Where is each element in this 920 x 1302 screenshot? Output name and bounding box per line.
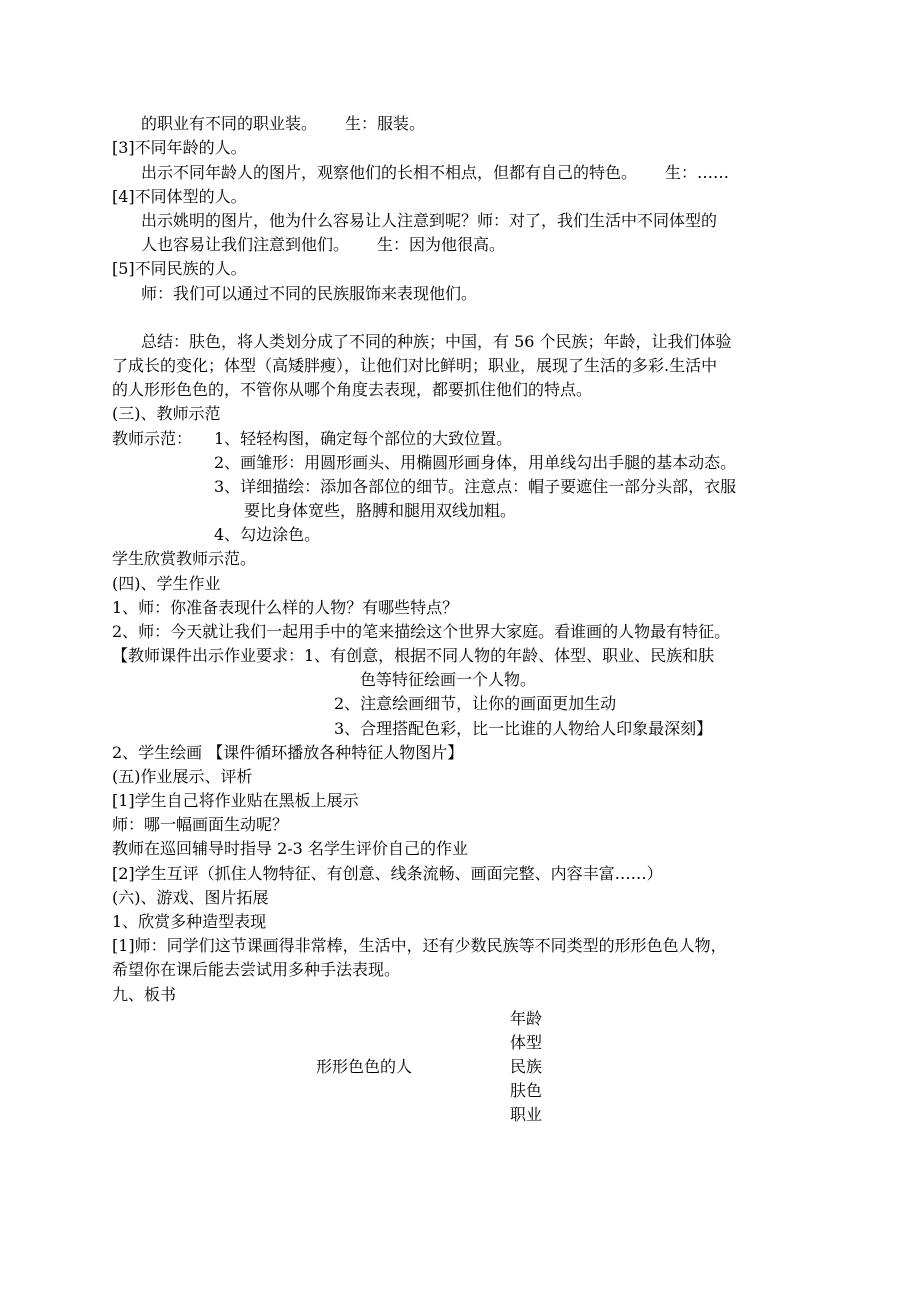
step-line: 4、勾边涂色。 bbox=[214, 525, 321, 544]
step-line: 1、轻轻构图，确定每个部位的大致位置。 bbox=[214, 429, 513, 448]
text-line: 3、合理搭配色彩，比一比谁的人物给人印象最深刻】 bbox=[334, 719, 713, 738]
board-item: 体型 bbox=[510, 1033, 543, 1052]
summary-line: 总结：肤色，将人类划分成了不同的种族；中国，有 56 个民族；年龄，让我们体验 bbox=[141, 332, 732, 351]
summary-line: 的人形形色色的，不管你从哪个角度去表现，都要抓住他们的特点。 bbox=[112, 380, 593, 399]
section-heading: (六)、游戏、图片拓展 bbox=[112, 888, 269, 907]
board-item: 职业 bbox=[510, 1105, 543, 1124]
text-line: 出示不同年龄人的图片，观察他们的长相不相点，但都有自己的特色。 生：…… bbox=[141, 163, 730, 182]
section-heading: (三)、教师示范 bbox=[112, 404, 221, 423]
text-line: [1]师：同学们这节课画得非常棒，生活中，还有少数民族等不同类型的形形色色人物， bbox=[112, 936, 727, 955]
text-line: 的职业有不同的职业装。 生：服装。 bbox=[141, 114, 426, 133]
text-line: 【教师课件出示作业要求：1、有创意，根据不同人物的年龄、体型、职业、民族和肤 bbox=[112, 646, 715, 665]
step-line: 3、详细描绘：添加各部位的细节。注意点：帽子要遮住一部分头部，衣服 bbox=[214, 477, 737, 496]
text-line: 2、师：今天就让我们一起用手中的笔来描绘这个世界大家庭。看谁画的人物最有特征。 bbox=[112, 622, 731, 641]
board-item: 民族 bbox=[510, 1057, 543, 1076]
summary-line: 了成长的变化；体型（高矮胖瘦），让他们对比鲜明；职业，展现了生活的多彩.生活中 bbox=[112, 356, 718, 375]
text-line: [2]学生互评（抓住人物特征、有创意、线条流畅、画面完整、内容丰富……） bbox=[112, 864, 663, 883]
step-line: 要比身体宽些，胳膊和腿用双线加粗。 bbox=[244, 501, 517, 520]
section-heading: [3]不同年龄的人。 bbox=[112, 138, 247, 157]
section-heading: 九、板书 bbox=[112, 985, 177, 1004]
section-heading: [4]不同体型的人。 bbox=[112, 187, 247, 206]
text-line: 希望你在课后能去尝试用多种手法表现。 bbox=[112, 960, 401, 979]
section-heading: (五)作业展示、评析 bbox=[112, 767, 253, 786]
text-line: 人也容易让我们注意到他们。 生：因为他很高。 bbox=[141, 235, 506, 254]
text-line: 1、师：你准备表现什么样的人物？有哪些特点？ bbox=[112, 598, 459, 617]
text-line: 学生欣赏教师示范。 bbox=[112, 549, 257, 568]
text-line: [1]学生自己将作业贴在黑板上展示 bbox=[112, 791, 359, 810]
text-line: 1、欣赏多种造型表现 bbox=[112, 912, 267, 931]
board-title: 形形色色的人 bbox=[316, 1057, 413, 1076]
board-item: 年龄 bbox=[510, 1009, 543, 1028]
text-line: 色等特征绘画一个人物。 bbox=[360, 670, 537, 689]
text-line: 教师在巡回辅导时指导 2-3 名学生评价自己的作业 bbox=[112, 839, 468, 858]
text-line: 教师示范： bbox=[112, 429, 193, 448]
text-line: 师：我们可以通过不同的民族服饰来表现他们。 bbox=[141, 284, 478, 303]
text-line: 师：哪一幅画面生动呢？ bbox=[112, 815, 289, 834]
board-item: 肤色 bbox=[510, 1081, 543, 1100]
text-line: 2、注意绘画细节，让你的画面更加生动 bbox=[334, 694, 617, 713]
text-line: 出示姚明的图片，他为什么容易让人注意到呢？师：对了，我们生活中不同体型的 bbox=[141, 211, 718, 230]
section-heading: (四)、学生作业 bbox=[112, 574, 221, 593]
section-heading: [5]不同民族的人。 bbox=[112, 259, 247, 278]
text-line: 2、学生绘画 【课件循环播放各种特征人物图片】 bbox=[112, 743, 464, 762]
step-line: 2、画雏形：用圆形画头、用椭圆形画身体，用单线勾出手腿的基本动态。 bbox=[214, 453, 737, 472]
